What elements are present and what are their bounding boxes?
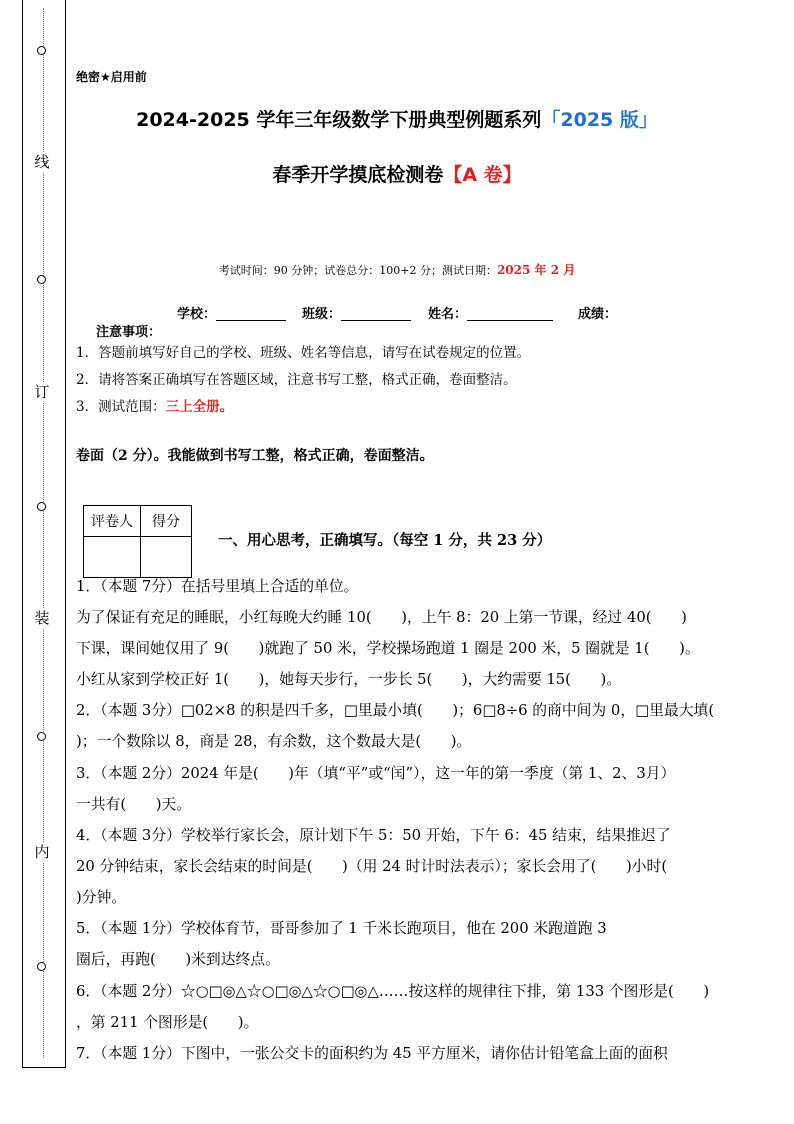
school-blank[interactable] [216, 306, 286, 321]
question-5-line: 5．（本题 1分）学校体育节，哥哥参加了 1 千米长跑项目，他在 200 米跑道跑 3 [76, 920, 607, 937]
score-table [83, 505, 192, 578]
neatness-requirement: 卷面（2 分）。我能做到书写工整，格式正确，卷面整洁。 [76, 448, 434, 464]
question-1-line: 为了保证有充足的睡眠，小红每晚大约睡 10( )，上午 8：20 上第一节课，经过 40( ) [76, 609, 687, 626]
binding-char-zhuang: 装 [32, 608, 52, 628]
binding-char-nei: 内 [32, 842, 52, 862]
note-item-2: 2．请将答案正确填写在答题区域，注意书写工整，格式正确，卷面整洁。 [76, 372, 517, 388]
name-blank[interactable] [467, 306, 553, 321]
exam-subtitle [0, 160, 794, 187]
binding-hole-icon [37, 46, 46, 55]
question-1-line: 小红从家到学校正好 1( )，她每天步行，一步长 5( )，大约需要 15( )。 [76, 671, 622, 688]
note-item-1: 1．答题前填写好自己的学校、班级、姓名等信息，请写在试卷规定的位置。 [76, 345, 531, 361]
binding-hole-icon [37, 732, 46, 741]
notes-title: 注意事项： [96, 325, 162, 340]
exam-subtitle-main: 春季开学摸底检测卷 [272, 164, 444, 186]
binding-hole-icon [37, 502, 46, 511]
question-3-line: 3．（本题 2分）2024 年是( )年（填“平”或“闰”），这一年的第一季度（第 1、2、3月） [76, 765, 676, 782]
exam-subtitle-volume: 【A 卷】 [443, 164, 522, 186]
name-label: 姓名： [428, 307, 468, 322]
name-field[interactable] [428, 303, 553, 322]
score-label: 成绩： [578, 307, 618, 322]
question-4-line: 4．（本题 3分）学校举行家长会，原计划下午 5：50 开始，下午 6：45 结束，结果推迟了 [76, 827, 671, 844]
question-5-line: 圈后，再跑( )米到达终点。 [76, 951, 280, 968]
exam-info [0, 261, 794, 278]
school-label: 学校： [177, 307, 217, 322]
binding-char-xian: 线 [32, 152, 52, 172]
score-header: 得分 [141, 506, 192, 537]
question-6-line: 6．（本题 2分）☆○□◎△☆○□◎△☆○□◎△……按这样的规律往下排，第 133 个图形是( ) [76, 983, 710, 1000]
note-item-3 [76, 395, 233, 415]
question-6-line: ，第 211 个图形是( )。 [76, 1014, 259, 1031]
class-label: 班级： [302, 307, 342, 322]
grader-cell[interactable] [84, 537, 141, 578]
score-cell[interactable] [141, 537, 192, 578]
note-item-3-scope: 三上全册。 [165, 399, 234, 415]
question-4-line: 20 分钟结束，家长会结束的时间是( )（用 24 时计时法表示）；家长会用了( )小时( [76, 858, 668, 875]
exam-title [0, 105, 794, 132]
binding-hole-icon [37, 962, 46, 971]
exam-info-text: 考试时间：90 分钟；试卷总分：100+2 分；测试日期： [218, 264, 497, 277]
class-blank[interactable] [341, 306, 411, 321]
section-1-title: 一、用心思考，正确填写。（每空 1 分，共 23 分） [218, 532, 552, 549]
score-field [578, 303, 617, 322]
note-item-3-prefix: 3．测试范围： [76, 399, 166, 415]
exam-date: 2025 年 2 月 [496, 263, 576, 277]
exam-title-edition: 「2025 版」 [541, 109, 658, 131]
question-2-line: 2．（本题 3分）□02×8 的积是四千多，□里最小填( )；6□8÷6 的商中间为 0，□里最大填( [76, 702, 715, 719]
question-4-line: )分钟。 [76, 889, 127, 906]
question-3-line: 一共有( )天。 [76, 796, 192, 813]
question-7-line: 7．（本题 1分）下图中，一张公交卡的面积约为 45 平方厘米，请你估计铅笔盒上面的面积 [76, 1045, 668, 1062]
question-1-heading: 1．（本题 7分）在括号里填上合适的单位。 [76, 578, 359, 595]
question-1-line: 下课，课间她仅用了 9( )就跑了 50 米，学校操场跑道 1 圈是 200 米，5 圈就是 1( )。 [76, 640, 700, 657]
school-field[interactable] [177, 303, 286, 322]
grader-header: 评卷人 [84, 506, 141, 537]
class-field[interactable] [302, 303, 411, 322]
question-2-line: )；一个数除以 8，商是 28，有余数，这个数最大是( )。 [76, 733, 472, 750]
exam-title-main: 2024-2025 学年三年级数学下册典型例题系列 [136, 109, 542, 131]
binding-char-ding: 订 [32, 382, 52, 402]
secret-label: 绝密★启用前 [76, 70, 147, 84]
